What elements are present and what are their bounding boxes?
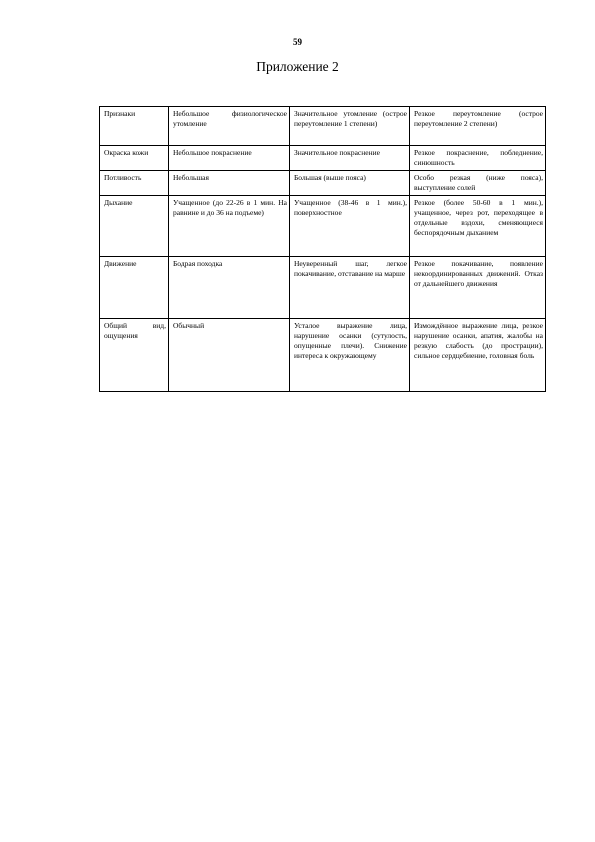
table-row [100,107,546,146]
table-cell: Небольшое покраснение [169,146,290,171]
table-cell: Небольшая [169,171,290,196]
table-header-cell: Признаки [100,107,169,146]
table-cell: Потливость [100,171,169,196]
table-cell: Большая (выше пояса) [290,171,410,196]
table-row [100,196,546,257]
table-header-cell: Резкое переутомление (острое переутомление 2 степени) [410,107,546,146]
table-row [100,319,546,392]
fatigue-signs-table [99,106,546,392]
table-cell: Усталое выражение лица, нарушение осанки (сутулость, опущенные плечи). Снижение интереса к окружающему [290,319,410,392]
table-header-cell: Небольшое физиологическое утомление [169,107,290,146]
table-cell: Общий вид, ощущения [100,319,169,392]
table-row [100,171,546,196]
table-cell: Дыхание [100,196,169,257]
table-cell: Резкое покраснение, побледнение, синюшность [410,146,546,171]
table-cell: Особо резкая (ниже пояса), выступление солей [410,171,546,196]
appendix-title: Приложение 2 [256,59,339,74]
table-header-cell: Значительное утомление (острое переутомление 1 степени) [290,107,410,146]
table-cell: Обычный [169,319,290,392]
table-cell: Значительное покраснение [290,146,410,171]
table-row [100,257,546,319]
table-cell: Резкое покачивание, появление некоординированных движений. Отказ от дальнейшего движения [410,257,546,319]
table-cell: Окраска кожи [100,146,169,171]
table-cell: Учащенное (до 22-26 в 1 мин. На равнине и до 36 на подъеме) [169,196,290,257]
table-cell: Движение [100,257,169,319]
table-row [100,146,546,171]
table-cell: Резкое (более 50-60 в 1 мин.), учащенное, через рот, переходящее в отдельные вздохи, сменяющиеся беспорядочным дыханием [410,196,546,257]
table-cell: Неуверенный шаг, легкое покачивание, отставание на марше [290,257,410,319]
table-cell: Учащенное (38-46 в 1 мин.), поверхностное [290,196,410,257]
table-cell: Измождённое выражение лица, резкое нарушение осанки, апатия, жалобы на резкую слабость (до прострации), сильное сердцебиение, головная боль [410,319,546,392]
table-cell: Бодрая походка [169,257,290,319]
page-number: 59 [293,37,302,47]
